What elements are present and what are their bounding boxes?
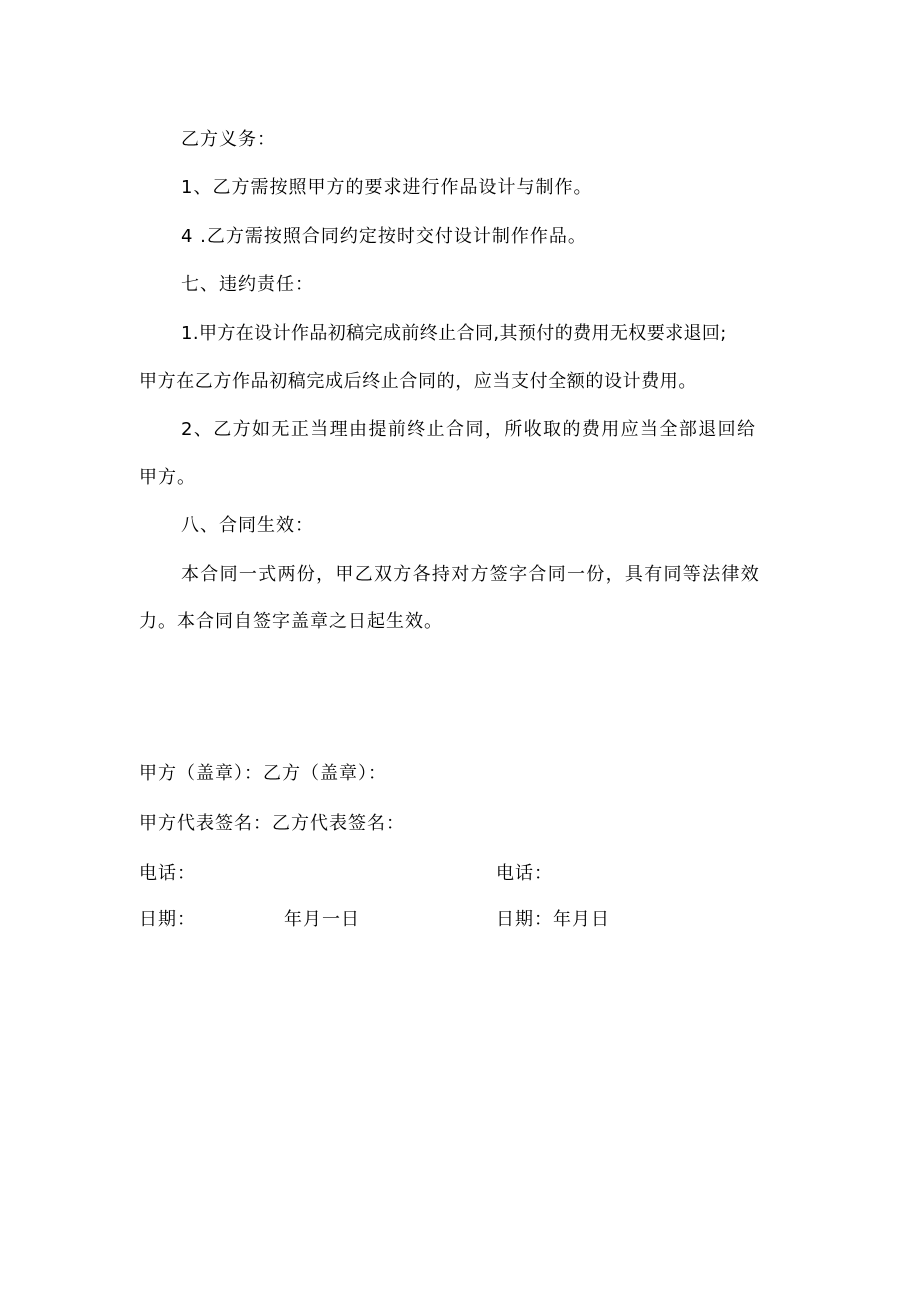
party-a-phone-label: 电话： — [139, 863, 196, 884]
party-a-date-label: 日期： — [139, 909, 196, 930]
breach-item-1-line-2: 甲方在乙方作品初稿完成后终止合同的，应当支付全额的设计费用。 — [139, 371, 697, 392]
party-a-date-value: 年月一日 — [284, 909, 360, 930]
contract-effect-body-line-2: 力。本合同自签字盖章之日起生效。 — [139, 611, 443, 632]
breach-item-2-line-1: 2、乙方如无正当理由提前终止合同，所收取的费用应当全部退回给 — [181, 419, 757, 440]
party-b-obligations-heading: 乙方义务： — [181, 129, 276, 150]
representative-signature-line: 甲方代表签名：乙方代表签名： — [139, 813, 405, 834]
party-b-phone-label: 电话： — [496, 863, 553, 884]
party-b-obligation-item-1: 1、乙方需按照甲方的要求进行作品设计与制作。 — [181, 177, 593, 198]
contract-effect-body-line-1: 本合同一式两份，甲乙双方各持对方签字合同一份，具有同等法律效 — [181, 564, 760, 585]
party-b-date: 日期：年月日 — [496, 909, 610, 930]
party-a-date-row — [139, 908, 360, 932]
breach-item-1-line-1: 1.甲方在设计作品初稿完成前终止合同,其预付的费用无权要求退回; — [181, 323, 727, 344]
breach-liability-heading: 七、违约责任： — [181, 274, 314, 295]
seal-line: 甲方（盖章）：乙方（盖章）： — [139, 763, 387, 784]
party-b-obligation-item-4: 4 .乙方需按照合同约定按时交付设计制作作品。 — [181, 226, 587, 247]
breach-item-2-line-2: 甲方。 — [139, 467, 196, 488]
contract-effect-heading: 八、合同生效： — [181, 515, 314, 536]
